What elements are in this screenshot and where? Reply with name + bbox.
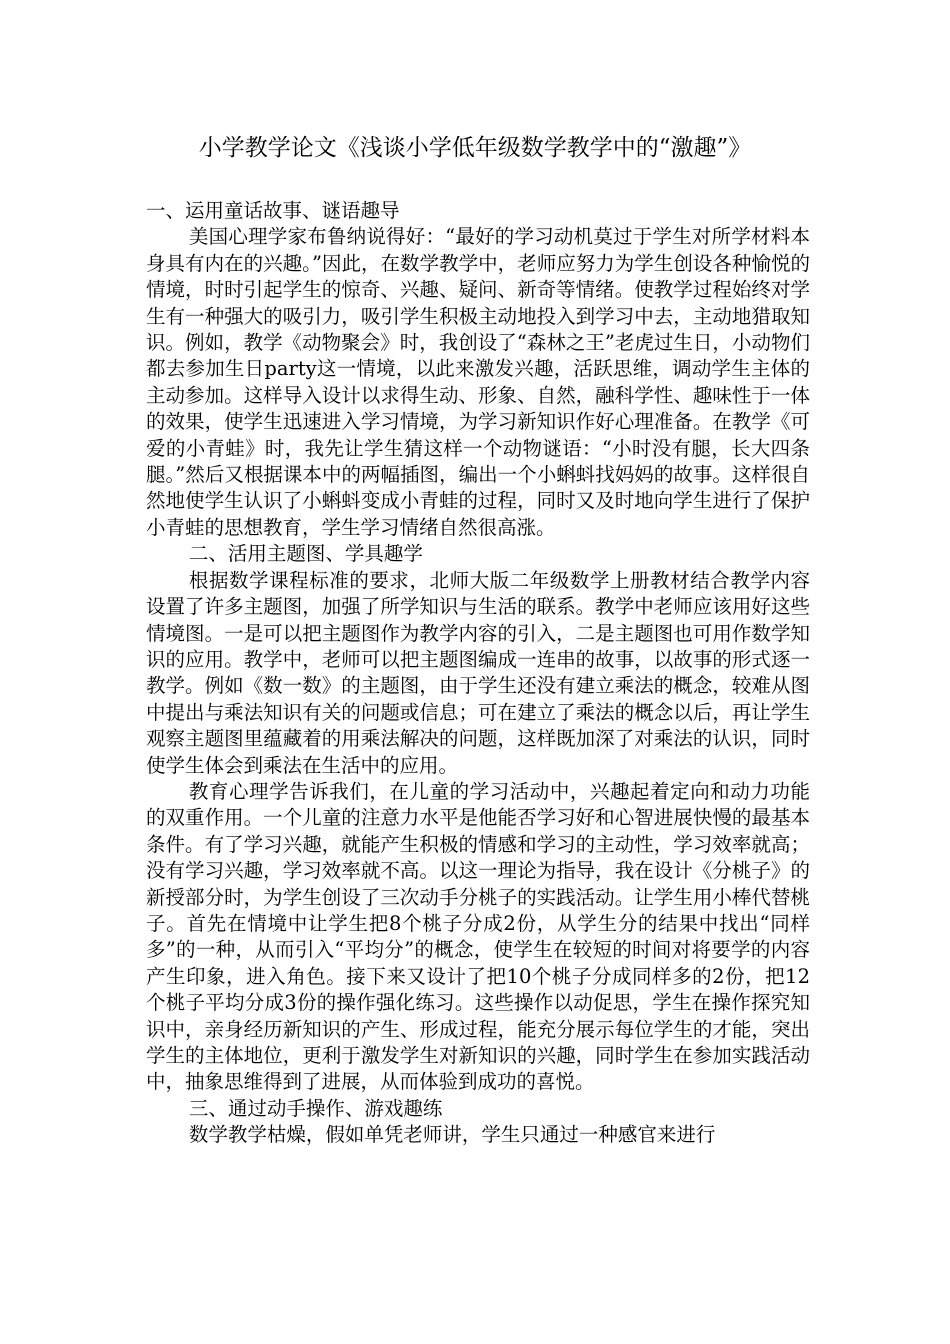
section-heading-3: 三、通过动手操作、游戏趣练 — [188, 1096, 443, 1120]
paragraph: 教育心理学告诉我们，在儿童的学习活动中，兴趣起着定向和动力功能的双重作用。一个儿童的注意力水平是他能否学习好和心智进展快慢的最基本条件。有了学习兴趣，就能产生积极的情感和学习的主动性，学习效率就高；没有学习兴趣，学习效率就不高。以这一理论为指导，我在设计《分桃子》的新授部分时，为学生创设了三次动手分桃子的实践活动。让学生用小棒代替桃子。首先在情境中让学生把8个桃子分成2份，从学生分的结果中找出“同样多”的一种，从而引入“平均分”的概念，使学生在较短的时间对将要学的内容产生印象，进入角色。接下来又设计了把10个桃子分成同样多的2份，把12个桃子平均分成3份的操作强化练习。这些操作以动促思，学生在操作探究知识中，亲身经历新知识的产生、形成过程，能充分展示每位学生的才能，突出学生的主体地位，更利于激发学生对新知识的兴趣，同时学生在参加实践活动中，抽象思维得到了进展，从而体验到成功的喜悦。 — [146, 779, 810, 1094]
paragraph: 根据数学课程标准的要求，北师大版二年级数学上册教材结合教学内容设置了许多主题图，加强了所学知识与生活的联系。教学中老师应该用好这些情境图。一是可以把主题图作为教学内容的引入，二是主题图也可用作数学知识的应用。教学中，老师可以把主题图编成一连串的故事，以故事的形式逐一教学。例如《数一数》的主题图，由于学生还没有建立乘法的概念，较难从图中提出与乘法知识有关的问题或信息；可在建立了乘法的概念以后，再让学生观察主题图里蕴藏着的用乘法解决的问题，这样既加深了对乘法的认识，同时使学生体会到乘法在生活中的应用。 — [146, 568, 810, 777]
section-heading-2: 二、活用主题图、学具趣学 — [188, 542, 423, 566]
article-body — [146, 198, 810, 1149]
paragraph: 美国心理学家布鲁纳说得好：“最好的学习动机莫过于学生对所学材料本身具有内在的兴趣。”因此，在数学教学中，老师应努力为学生创设各种愉悦的情境，时时引起学生的惊奇、兴趣、疑问、新奇等情绪。使教学过程始终对学生有一种强大的吸引力，吸引学生积极主动地投入到学习中去，主动地猎取知识。例如，教学《动物聚会》时，我创设了“森林之王”老虎过生日，小动物们都去参加生日party这一情境，以此来激发兴趣，活跃思维，调动学生主体的主动参加。这样导入设计以求得生动、形象、自然，融科学性、趣味性于一体的效果，使学生迅速进入学习情境，为学习新知识作好心理准备。在教学《可爱的小青蛙》时，我先让学生猜这样一个动物谜语：“小时没有腿，长大四条腿。”然后又根据课本中的两幅插图，编出一个小蝌蚪找妈妈的故事。这样很自然地使学生认识了小蝌蚪变成小青蛙的过程，同时又及时地向学生进行了保护小青蛙的思想教育，学生学习情绪自然很高涨。 — [146, 225, 810, 539]
page-title: 小学教学论文《浅谈小学低年级数学教学中的“激趣”》 — [198, 135, 752, 161]
section-heading-1: 一、运用童话故事、谜语趣导 — [146, 199, 400, 222]
paragraph: 数学教学枯燥，假如单凭老师讲，学生只通过一种感官来进行 — [188, 1123, 716, 1147]
